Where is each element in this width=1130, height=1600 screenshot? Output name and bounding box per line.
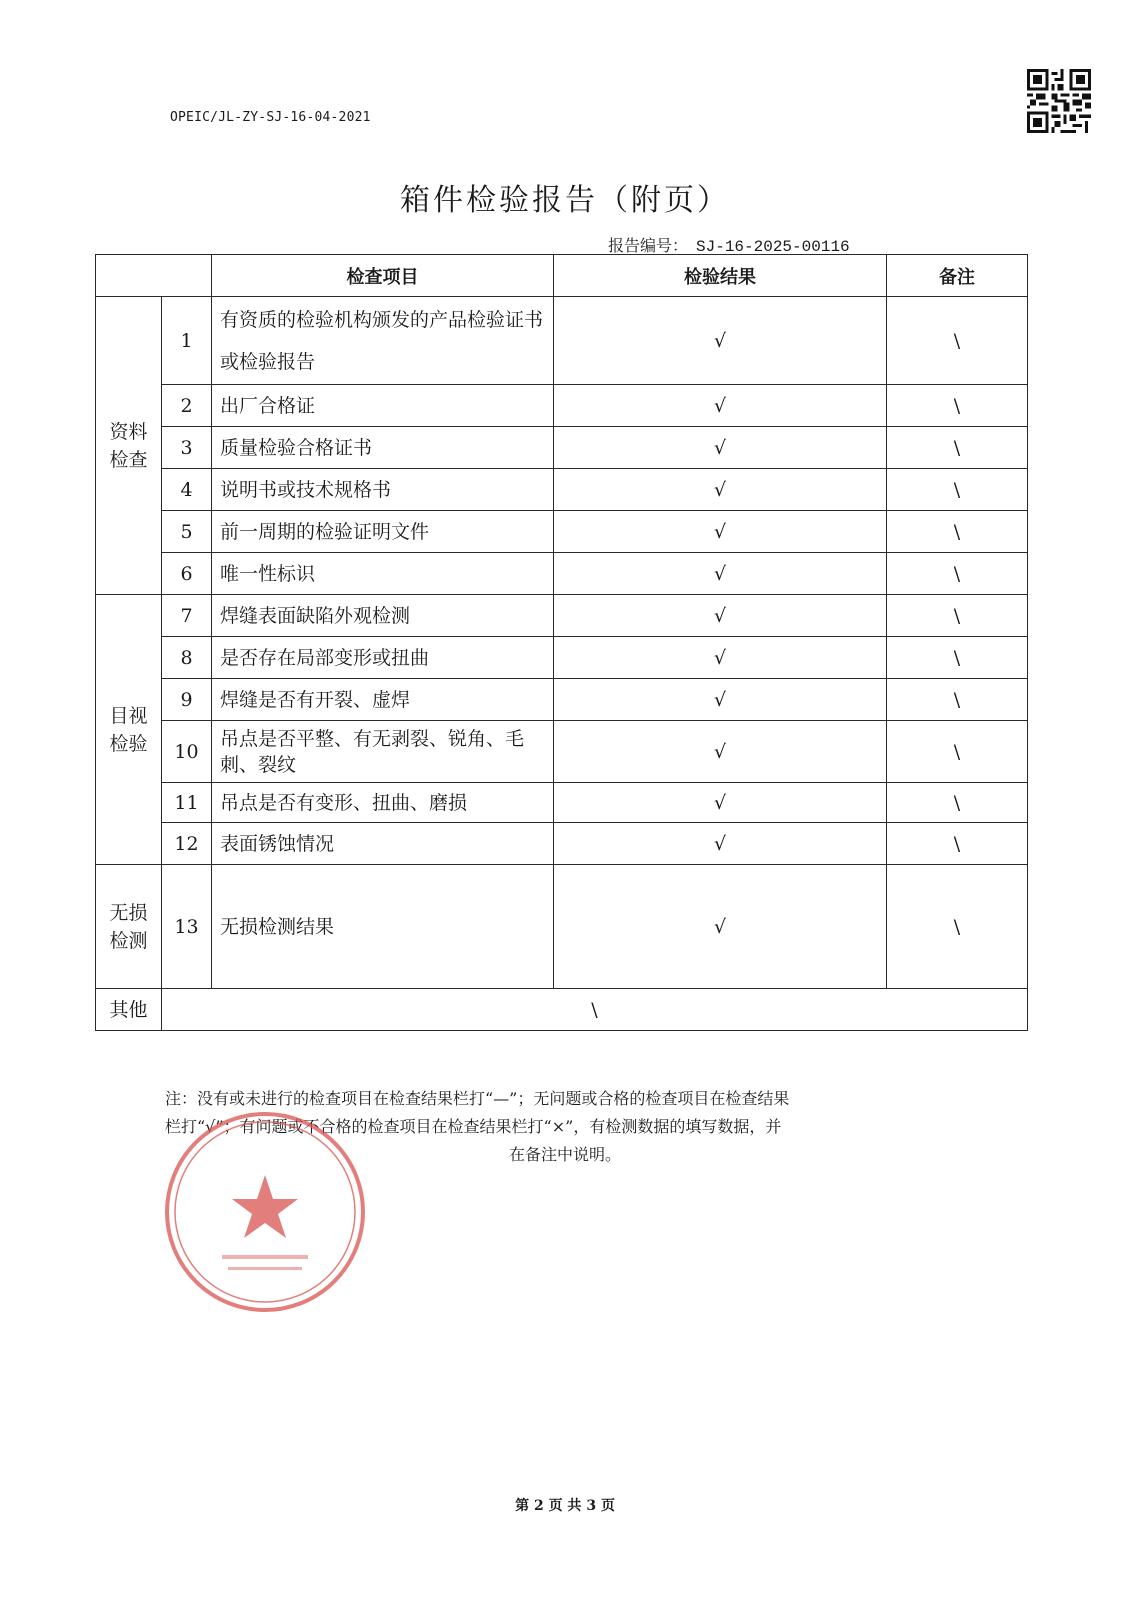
row-result: √ bbox=[554, 297, 887, 385]
row-item: 前一周期的检验证明文件 bbox=[212, 511, 554, 553]
group-docs-check: 资料 检查 bbox=[96, 297, 162, 595]
row-item: 表面锈蚀情况 bbox=[212, 823, 554, 865]
row-remark: \ bbox=[887, 721, 1028, 783]
row-number: 12 bbox=[162, 823, 212, 865]
group-visual-inspection: 目视 检验 bbox=[96, 595, 162, 865]
table-row bbox=[96, 511, 1028, 553]
row-number: 11 bbox=[162, 783, 212, 823]
table-row bbox=[96, 427, 1028, 469]
footnote-line-3: 在备注中说明。 bbox=[508, 1145, 621, 1164]
row-item: 唯一性标识 bbox=[212, 553, 554, 595]
table-row bbox=[96, 823, 1028, 865]
row-item: 焊缝表面缺陷外观检测 bbox=[212, 595, 554, 637]
table-row bbox=[96, 721, 1028, 783]
row-remark: \ bbox=[887, 427, 1028, 469]
row-number: 13 bbox=[162, 865, 212, 989]
table-row bbox=[96, 637, 1028, 679]
other-value: \ bbox=[162, 989, 1028, 1031]
row-item: 出厂合格证 bbox=[212, 385, 554, 427]
row-item: 吊点是否有变形、扭曲、磨损 bbox=[212, 783, 554, 823]
footnote-line-1: 注：没有或未进行的检查项目在检查结果栏打“—”；无问题或合格的检查项目在检查结果 bbox=[165, 1089, 790, 1108]
header-remark: 备注 bbox=[887, 255, 1028, 297]
table-row bbox=[96, 385, 1028, 427]
document-code: OPEIC/JL-ZY-SJ-16-04-2021 bbox=[170, 110, 371, 125]
other-label: 其他 bbox=[96, 989, 162, 1031]
row-item: 说明书或技术规格书 bbox=[212, 469, 554, 511]
header-result: 检验结果 bbox=[554, 255, 887, 297]
current-page: 2 bbox=[533, 1498, 544, 1514]
row-result: √ bbox=[554, 721, 887, 783]
row-result: √ bbox=[554, 865, 887, 989]
row-result: √ bbox=[554, 679, 887, 721]
group-ndt: 无损 检测 bbox=[96, 865, 162, 989]
report-number-label: 报告编号： bbox=[608, 236, 689, 255]
row-remark: \ bbox=[887, 865, 1028, 989]
row-number: 6 bbox=[162, 553, 212, 595]
qr-code-icon bbox=[1027, 69, 1091, 133]
table-row bbox=[96, 865, 1028, 989]
row-item: 吊点是否平整、有无剥裂、锐角、毛刺、裂纹 bbox=[212, 721, 554, 783]
row-remark: \ bbox=[887, 823, 1028, 865]
row-number: 1 bbox=[162, 297, 212, 385]
row-number: 10 bbox=[162, 721, 212, 783]
report-number-value: SJ-16-2025-00116 bbox=[696, 238, 850, 256]
table-row bbox=[96, 553, 1028, 595]
row-remark: \ bbox=[887, 553, 1028, 595]
other-row bbox=[96, 989, 1028, 1031]
row-result: √ bbox=[554, 385, 887, 427]
row-result: √ bbox=[554, 511, 887, 553]
row-result: √ bbox=[554, 637, 887, 679]
row-remark: \ bbox=[887, 297, 1028, 385]
row-number: 3 bbox=[162, 427, 212, 469]
row-number: 5 bbox=[162, 511, 212, 553]
page-number: 第 2 页 共 3 页 bbox=[515, 1498, 615, 1514]
row-number: 4 bbox=[162, 469, 212, 511]
row-number: 9 bbox=[162, 679, 212, 721]
row-remark: \ bbox=[887, 385, 1028, 427]
row-item: 有资质的检验机构颁发的产品检验证书或检验报告 bbox=[212, 297, 554, 385]
table-row bbox=[96, 679, 1028, 721]
row-result: √ bbox=[554, 783, 887, 823]
row-number: 2 bbox=[162, 385, 212, 427]
row-remark: \ bbox=[887, 783, 1028, 823]
footnote-line-2: 栏打“√”；有问题或不合格的检查项目在检查结果栏打“×”，有检测数据的填写数据，并 bbox=[165, 1117, 782, 1136]
row-item: 焊缝是否有开裂、虚焊 bbox=[212, 679, 554, 721]
table-row bbox=[96, 297, 1028, 385]
row-remark: \ bbox=[887, 679, 1028, 721]
row-remark: \ bbox=[887, 511, 1028, 553]
report-number bbox=[608, 233, 850, 256]
row-remark: \ bbox=[887, 637, 1028, 679]
row-result: √ bbox=[554, 595, 887, 637]
header-blank-cell bbox=[96, 255, 212, 297]
row-number: 7 bbox=[162, 595, 212, 637]
row-remark: \ bbox=[887, 469, 1028, 511]
row-item: 是否存在局部变形或扭曲 bbox=[212, 637, 554, 679]
row-result: √ bbox=[554, 427, 887, 469]
total-pages: 3 bbox=[586, 1498, 597, 1514]
company-seal-stamp bbox=[160, 1107, 370, 1317]
table-header-row bbox=[96, 255, 1028, 297]
header-item: 检查项目 bbox=[212, 255, 554, 297]
row-item: 无损检测结果 bbox=[212, 865, 554, 989]
page-title: 箱件检验报告（附页） bbox=[400, 183, 730, 218]
row-result: √ bbox=[554, 553, 887, 595]
table-row bbox=[96, 469, 1028, 511]
row-item: 质量检验合格证书 bbox=[212, 427, 554, 469]
row-result: √ bbox=[554, 823, 887, 865]
inspection-table bbox=[95, 254, 1028, 1031]
table-row bbox=[96, 783, 1028, 823]
row-remark: \ bbox=[887, 595, 1028, 637]
row-number: 8 bbox=[162, 637, 212, 679]
table-row bbox=[96, 595, 1028, 637]
row-result: √ bbox=[554, 469, 887, 511]
